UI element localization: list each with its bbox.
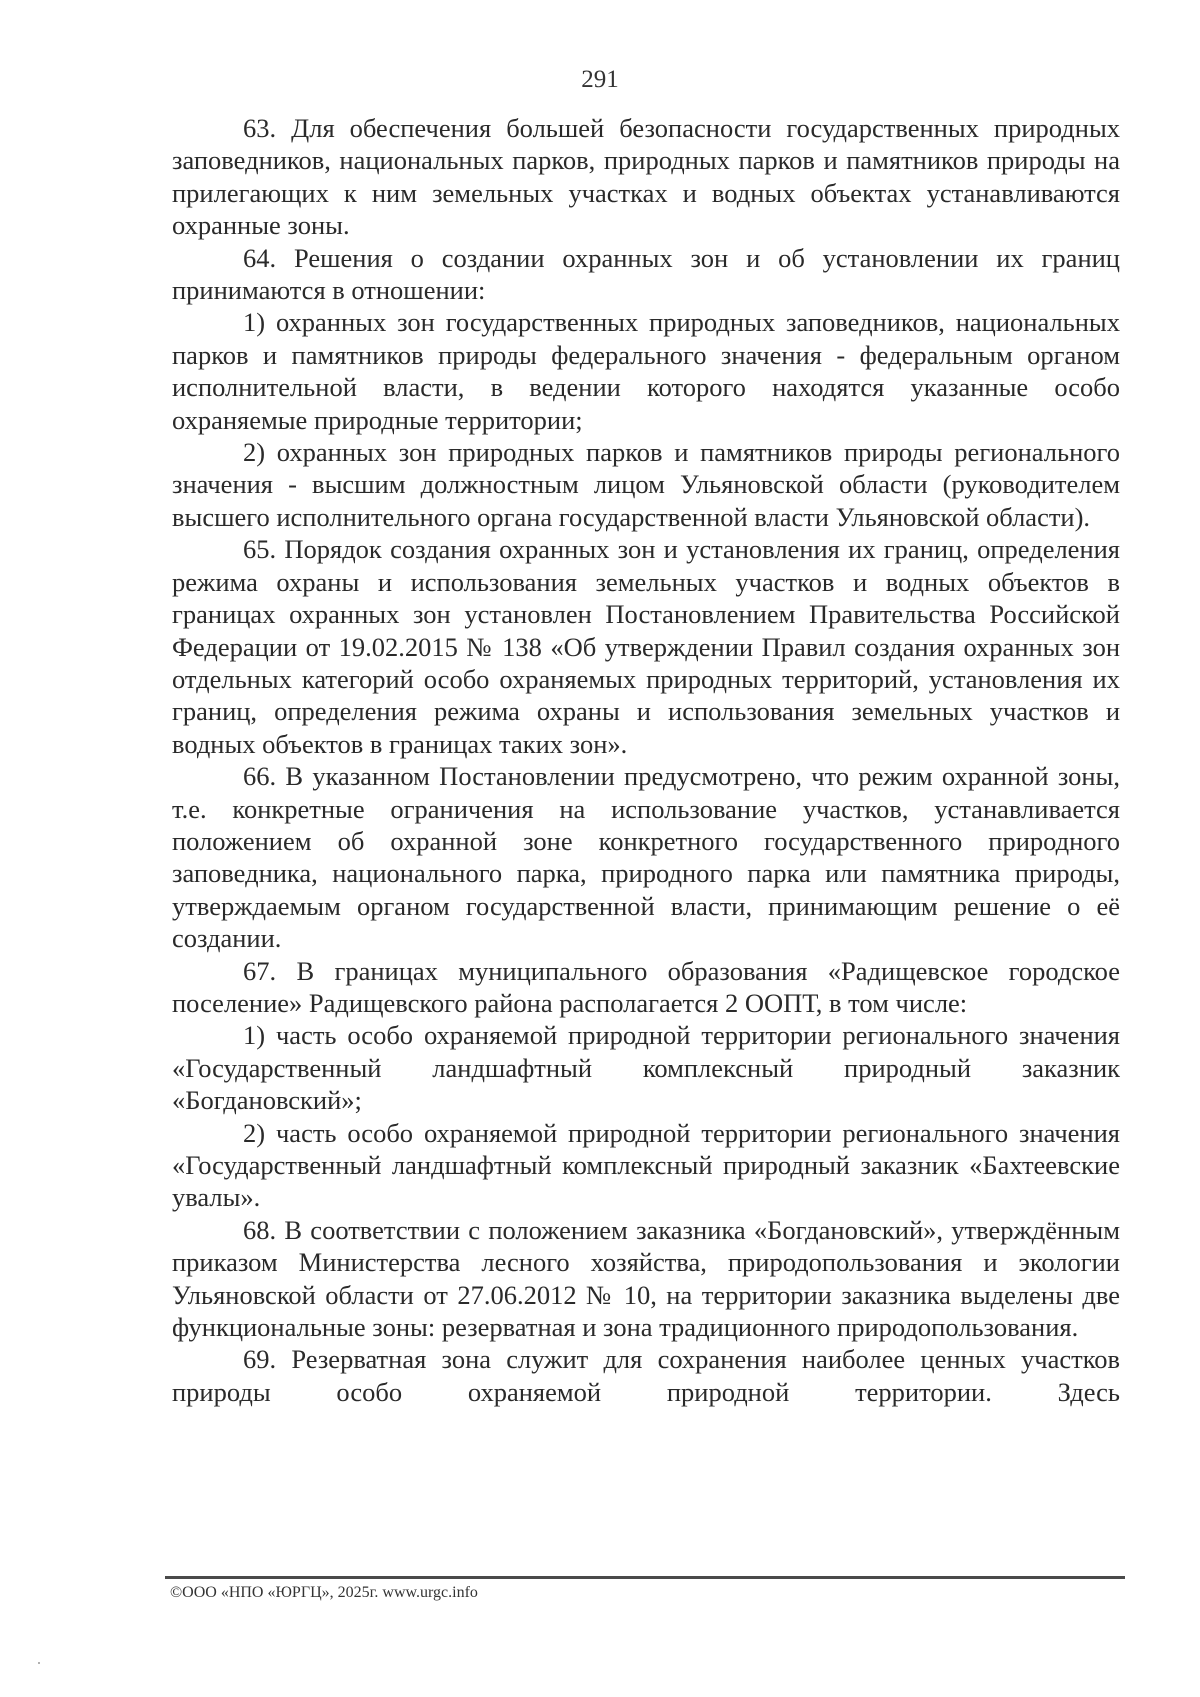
paragraph-63: 63. Для обеспечения большей безопасности государственных природных заповедников, национальных парков, природных парков и памятников природы на прилегающих к ним земельных участках и водных объектах устанавливаются охранные зоны.	[172, 113, 1120, 241]
paragraph-67: 67. В границах муниципального образования «Радищевское городское поселение» Радищевского района располагается 2 ООПТ, в том числе:	[172, 955, 1120, 1018]
paragraph-65: 65. Порядок создания охранных зон и установления их границ, определения режима охраны и использования земельных участков и водных объектов в границах охранных зон установлен Постановлением Правительства Российской Федерации от 19.02.2015 № 138 «Об утверждении Правил создания охранных зон отдельных категорий особо охраняемых природных территорий, установления их границ, определения режима охраны и использования земельных участков и водных объектов в границах таких зон».	[172, 534, 1120, 759]
paragraph-68: 68. В соответствии с положением заказника «Богдановский», утверждённым приказом Министерства лесного хозяйства, природопользования и экологии Ульяновской области от 27.06.2012 № 10, на территории заказника выделены две функциональные зоны: резерватная и зона традиционного природопользования.	[172, 1214, 1120, 1343]
footer-divider	[165, 1576, 1125, 1579]
paragraph-69: 69. Резерватная зона служит для сохранения наиболее ценных участков природы особо охраняемой природной территории. Здесь	[172, 1344, 1120, 1407]
paragraph-66: 66. В указанном Постановлении предусмотрено, что режим охранной зоны, т.е. конкретные ограничения на использование участков, устанавливается положением об охранной зоне конкретного государственного природного заповедника, национального парка, природного парка или памятника природы, утверждаемым органом государственной власти, принимающим решение о её создании.	[172, 761, 1120, 954]
page-number: 291	[581, 66, 619, 93]
scan-speck	[38, 1662, 40, 1664]
paragraph-67-item-1: 1) часть особо охраняемой природной территории регионального значения «Государственный ландшафтный комплексный природный заказник «Богдановский»;	[172, 1020, 1120, 1116]
document-body	[172, 112, 1120, 1408]
paragraph-64: 64. Решения о создании охранных зон и об установлении их границ принимаются в отношении:	[172, 242, 1120, 306]
paragraph-67-item-2: 2) часть особо охраняемой природной территории регионального значения «Государственный ландшафтный комплексный природный заказник «Бахтеевские увалы».	[172, 1117, 1120, 1213]
paragraph-64-item-2: 2) охранных зон природных парков и памятников природы регионального значения - высшим должностным лицом Ульяновской области (руководителем высшего исполнительного органа государственной власти Ульяновской области).	[172, 437, 1120, 532]
paragraph-64-item-1: 1) охранных зон государственных природных заповедников, национальных парков и памятников природы федерального значения - федеральным органом исполнительной власти, в ведении которого находятся указанные особо охраняемые природные территории;	[172, 307, 1120, 435]
footer-copyright: ©ООО «НПО «ЮРГЦ», 2025г. www.urgc.info	[170, 1584, 478, 1601]
